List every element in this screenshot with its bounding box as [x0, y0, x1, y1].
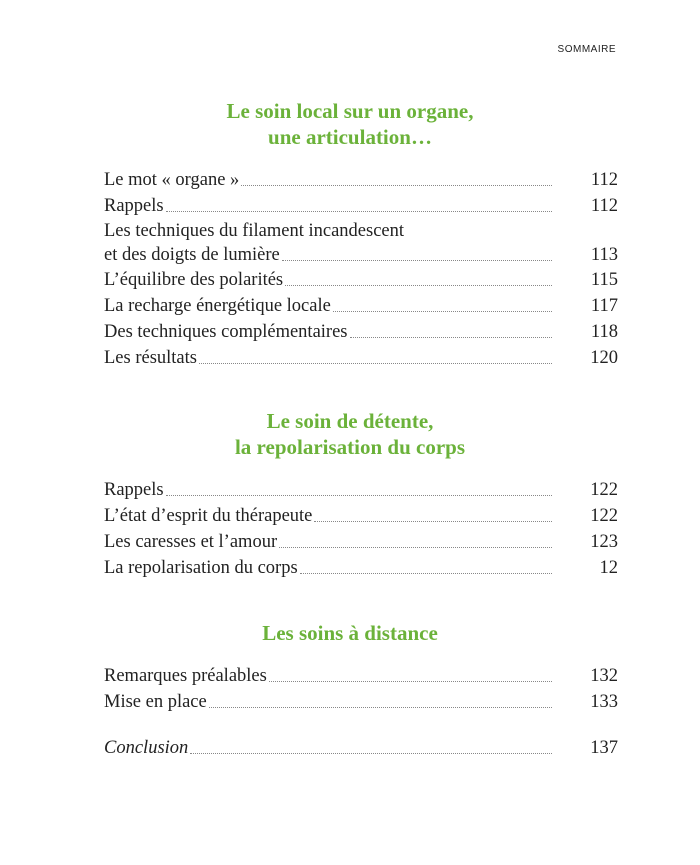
section-title-line: Le soin de détente,	[266, 409, 434, 433]
page-number: 132	[590, 666, 618, 686]
page-number: 112	[590, 170, 618, 190]
toc-label: L’équilibre des polarités	[104, 270, 284, 290]
toc-label: Mise en place	[104, 692, 207, 712]
toc-entry[interactable]	[104, 690, 618, 714]
page-number: 122	[590, 480, 618, 500]
section-title-line: une articulation…	[268, 125, 432, 149]
page-number: 112	[590, 196, 618, 216]
page-number: 133	[590, 692, 618, 712]
toc-label: L’état d’esprit du thérapeute	[104, 506, 313, 526]
dot-leader	[269, 681, 552, 682]
dot-leader	[279, 547, 552, 548]
toc-entry[interactable]	[104, 168, 618, 192]
page-number: 12	[599, 558, 618, 578]
page-number: 123	[590, 532, 618, 552]
toc-label: Les résultats	[104, 348, 197, 368]
dot-leader	[166, 495, 552, 496]
page-number: 117	[590, 296, 618, 316]
running-header: SOMMAIRE	[557, 44, 616, 55]
dot-leader	[350, 337, 553, 338]
dot-leader	[209, 707, 552, 708]
toc-entry[interactable]	[104, 504, 618, 528]
page-number: 120	[590, 348, 618, 368]
toc-entry[interactable]	[104, 556, 618, 580]
section-title	[0, 408, 700, 460]
toc-label: Le mot « organe »	[104, 170, 240, 190]
toc-entry[interactable]	[104, 346, 618, 370]
toc-label: Remarques préalables	[104, 666, 267, 686]
toc-entry[interactable]	[104, 194, 618, 218]
section-title-line: Les soins à distance	[262, 621, 438, 645]
toc-entry[interactable]	[104, 294, 618, 318]
page-number: 137	[590, 738, 618, 758]
toc-label: Des techniques complémentaires	[104, 322, 348, 342]
page-number: 113	[590, 245, 618, 265]
toc-label: La repolarisation du corps	[104, 558, 298, 578]
dot-leader	[333, 311, 552, 312]
toc-entry[interactable]	[104, 320, 618, 344]
dot-leader	[190, 753, 552, 754]
toc-entry[interactable]	[104, 664, 618, 688]
dot-leader	[166, 211, 552, 212]
dot-leader	[241, 185, 552, 186]
toc-label: Rappels	[104, 196, 164, 216]
dot-leader	[199, 363, 552, 364]
section-title	[0, 98, 700, 150]
dot-leader	[300, 573, 552, 574]
dot-leader	[285, 285, 552, 286]
toc-entry[interactable]	[104, 530, 618, 554]
toc-entry[interactable]	[104, 268, 618, 292]
toc-entry-line-1	[104, 219, 618, 243]
toc-label: Les caresses et l’amour	[104, 532, 278, 552]
section-title-line: la repolarisation du corps	[234, 435, 466, 459]
toc-entry[interactable]	[104, 478, 618, 502]
page-number: 122	[590, 506, 618, 526]
toc-entry-conclusion[interactable]	[104, 736, 618, 760]
dot-leader	[282, 260, 552, 261]
section-title	[0, 620, 700, 646]
toc-label: Conclusion	[104, 738, 189, 758]
toc-label: La recharge énergétique locale	[104, 296, 331, 316]
page-number: 118	[590, 322, 618, 342]
page-number: 115	[590, 270, 618, 290]
toc-entry[interactable]	[104, 243, 618, 267]
toc-label: Les techniques du filament incandescent	[104, 221, 405, 241]
toc-label: Rappels	[104, 480, 164, 500]
toc-label: et des doigts de lumière	[104, 245, 280, 265]
dot-leader	[314, 521, 552, 522]
section-title-line: Le soin local sur un organe,	[226, 99, 474, 123]
